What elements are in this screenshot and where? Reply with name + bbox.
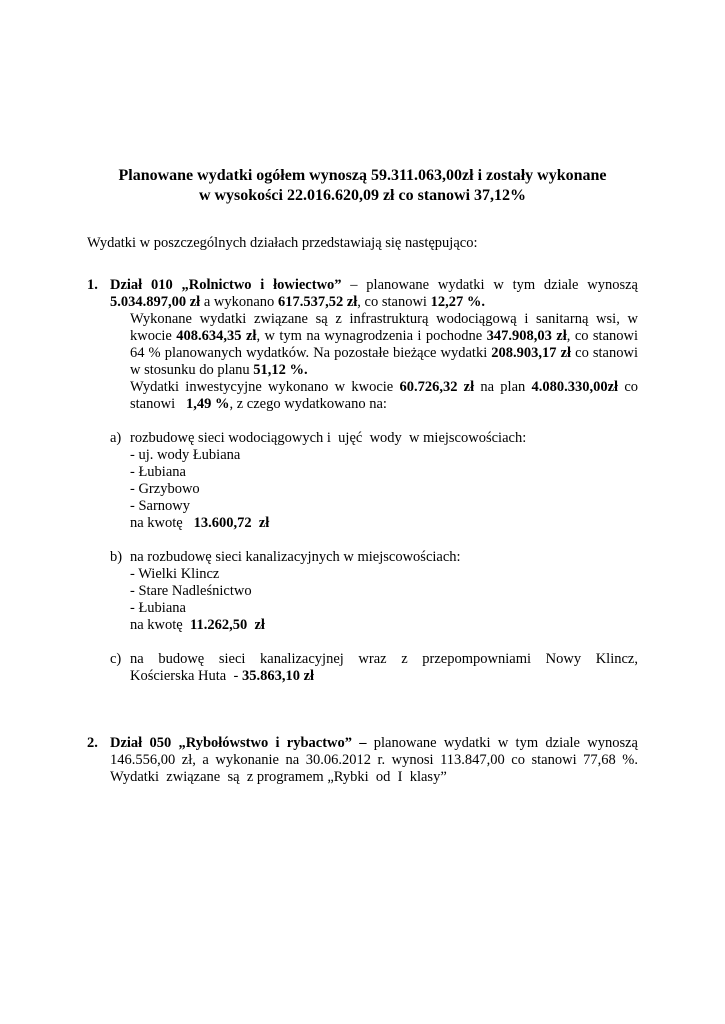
- p2-l2-d: 347.908,03 zł: [486, 328, 567, 344]
- executed-percent: 12,27 %.: [430, 294, 485, 310]
- item-a-amount-label: na kwotę: [130, 515, 194, 531]
- p3-l1-c: na plan: [474, 379, 532, 395]
- item-a-place: - uj. wody Łubiana: [130, 447, 241, 463]
- item-b-letter: b): [110, 549, 123, 565]
- section-1-heading-bold: Dział 010 „Rolnictwo i łowiectwo”: [110, 277, 342, 293]
- p3-line-2: [130, 396, 387, 413]
- item-b-text: na rozbudowę sieci kanalizacyjnych w miejscowościach:: [130, 549, 461, 565]
- item-a-place: - Sarnowy: [130, 498, 191, 514]
- item-b-amount: [130, 617, 265, 634]
- p2-l3-b: 208.903,17 zł: [491, 345, 572, 361]
- item-a-letter: a): [110, 430, 122, 446]
- section-2-heading: [110, 735, 638, 752]
- section-1-summary: [110, 294, 485, 311]
- p3-l1-a: Wydatki inwestycyjne wykonano w kwocie: [130, 379, 400, 395]
- section-2-line-3: Wydatki związane są z programem „Rybki od I klasy”: [110, 769, 447, 785]
- p2-line-3: [130, 345, 638, 362]
- section-1-number: 1.: [87, 277, 98, 293]
- p3-l1-b: 60.726,32 zł: [399, 379, 475, 395]
- summary-text-1: a wykonano: [200, 294, 278, 310]
- item-c-letter: c): [110, 651, 122, 667]
- p2-l4-b: 51,12 %.: [253, 362, 308, 378]
- item-a-amount: [130, 515, 269, 532]
- p3-line-1: [130, 379, 638, 396]
- item-b-place: - Wielki Klincz: [130, 566, 220, 582]
- section-1-heading: [110, 277, 638, 294]
- item-b-place: - Stare Nadleśnictwo: [130, 583, 252, 599]
- p3-l1-d: 4.080.330,00zł: [531, 379, 619, 395]
- item-c-l2-a: Kościerska Huta -: [130, 668, 242, 684]
- item-b-amount-value: 11.262,50 zł: [190, 617, 265, 633]
- executed-amount: 617.537,52 zł: [277, 294, 358, 310]
- item-a-place: - Grzybowo: [130, 481, 200, 497]
- item-a-place: - Łubiana: [130, 464, 186, 480]
- planned-amount: 5.034.897,00 zł: [110, 294, 201, 310]
- p2-l3-c: co stanowi: [571, 345, 638, 361]
- item-a-text: rozbudowę sieci wodociągowych i ujęć wody w miejscowościach:: [130, 430, 527, 446]
- title-line-2: w wysokości 22.016.620,09 zł co stanowi 37,12%: [198, 187, 527, 204]
- item-c-line-2: [130, 668, 314, 685]
- p2-l3-a: 64 % planowanych wydatków. Na pozostałe bieżące wydatki: [130, 345, 492, 361]
- item-a-amount-value: 13.600,72 zł: [193, 515, 270, 531]
- summary-text-2: , co stanowi: [357, 294, 431, 310]
- p2-l2-e: , co stanowi: [566, 328, 639, 344]
- intro-text: Wydatki w poszczególnych działach przedstawiają się następująco:: [87, 235, 478, 251]
- section-2-heading-rest: planowane wydatki w tym dziale wynoszą: [366, 735, 638, 751]
- p2-line-1: Wykonane wydatki związane są z infrastrukturą wodociągową i sanitarną wsi, w: [130, 311, 638, 327]
- p2-line-4: [130, 362, 308, 379]
- p3-l2-a: stanowi: [130, 396, 186, 412]
- page-title: [0, 166, 725, 206]
- p3-l2-b: 1,49 %: [185, 396, 230, 412]
- section-2-line-2: 146.556,00 zł, a wykonanie na 30.06.2012 r. wynosi 113.847,00 co stanowi 77,68 %.: [110, 752, 638, 768]
- p2-line-2: [130, 328, 638, 345]
- p3-l2-c: , z czego wydatkowano na:: [229, 396, 387, 412]
- item-c-line-1: na budowę sieci kanalizacyjnej wraz z przepompowniami Nowy Klincz,: [130, 651, 638, 667]
- section-1-heading-rest: – planowane wydatki w tym dziale wynoszą: [341, 277, 638, 293]
- item-b-place: - Łubiana: [130, 600, 186, 616]
- title-line-1: Planowane wydatki ogółem wynoszą 59.311.063,00zł i zostały wykonane: [118, 167, 607, 184]
- p2-l2-c: , w tym na wynagrodzenia i pochodne: [256, 328, 487, 344]
- item-b-amount-label: na kwotę: [130, 617, 190, 633]
- section-2-heading-bold: Dział 050 „Rybołówstwo i rybactwo” –: [110, 735, 367, 751]
- item-c-amount: 35.863,10 zł: [241, 668, 315, 684]
- p2-l4-a: w stosunku do planu: [130, 362, 254, 378]
- section-2-number: 2.: [87, 735, 98, 751]
- p3-l1-e: co: [618, 379, 639, 395]
- p2-l2-b: 408.634,35 zł: [176, 328, 257, 344]
- p2-l2-a: kwocie: [130, 328, 177, 344]
